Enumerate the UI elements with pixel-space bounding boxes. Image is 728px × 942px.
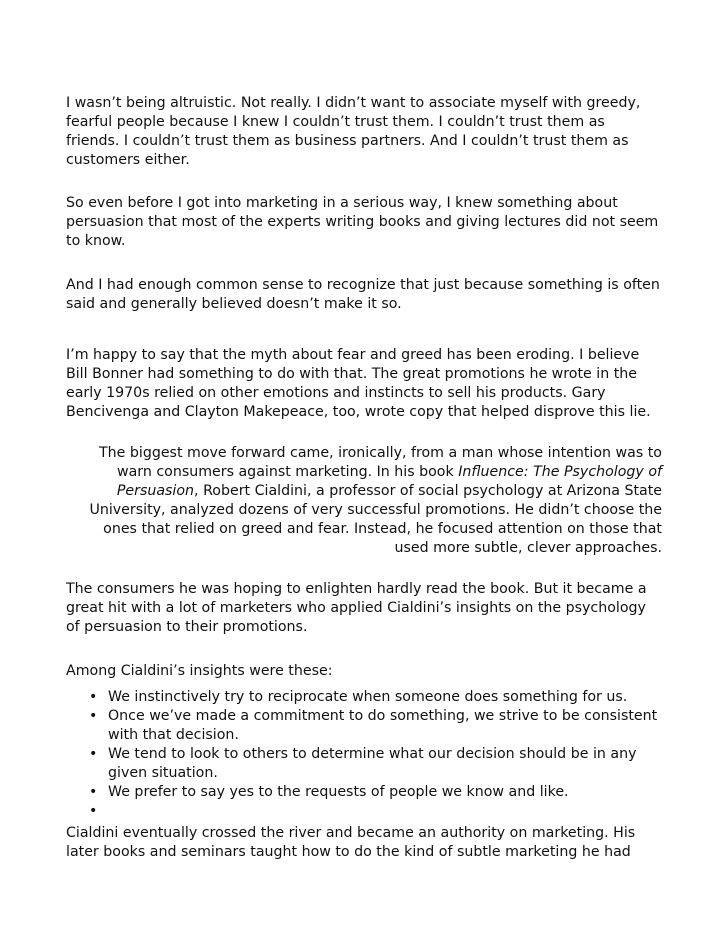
block-quote-cialdini xyxy=(66,444,662,558)
book-title: Influence: The Psychology of Persuasion xyxy=(116,464,662,499)
quote-text-before: The biggest move forward came, ironically, from a man whose intention was to warn consumers against marketing. In his book xyxy=(98,445,662,480)
paragraph-common-sense: And I had enough common sense to recognize that just because something is often said and generally believed doesn’t make it so. xyxy=(66,277,660,312)
list-item-text xyxy=(108,803,113,819)
list-item-text: We prefer to say yes to the requests of people we know and like. xyxy=(108,784,569,800)
list-item xyxy=(66,707,662,745)
paragraph-cialdini-river: Cialdini eventually crossed the river and became an authority on marketing. His later books and seminars taught how to do the kind of subtle marketing he had xyxy=(66,825,636,860)
list-item xyxy=(66,802,662,821)
list-item xyxy=(66,688,662,707)
paragraph-persuasion: So even before I got into marketing in a serious way, I knew something about persuasion that most of the experts writing books and giving lectures did not seem to know. xyxy=(66,195,659,249)
list-item-text: Once we’ve made a commitment to do something, we strive to be consistent with that decision. xyxy=(108,708,658,743)
quote-text-after: , Robert Cialdini, a professor of social psychology at Arizona State University, analyzed dozens of very successful promotions. He didn’t choose the ones that relied on greed and fear. Instead, he focused attention on those that used more subtle, clever approaches. xyxy=(89,483,662,556)
bullet-icon: • xyxy=(89,784,98,800)
bullet-icon: • xyxy=(89,803,98,819)
paragraph-consumers: The consumers he was hoping to enlighten hardly read the book. But it became a great hit with a lot of marketers who applied Cialdini’s insights on the psychology of persuasion to their promotions. xyxy=(66,581,647,635)
bullet-icon: • xyxy=(89,689,98,705)
list-item-text: We instinctively try to reciprocate when someone does something for us. xyxy=(108,689,628,705)
bullet-icon: • xyxy=(89,708,98,724)
paragraph-myth-eroding: I’m happy to say that the myth about fear and greed has been eroding. I believe Bill Bonner had something to do with that. The great promotions he wrote in the early 1970s relied on other emotions and instincts to sell his products. Gary Bencivenga and Clayton Makepeace, too, wrote copy that helped disprove this lie. xyxy=(66,347,651,420)
insights-list xyxy=(66,688,662,821)
list-item-text: We tend to look to others to determine what our decision should be in any given situation. xyxy=(108,746,637,781)
paragraph-insights-intro: Among Cialdini’s insights were these: xyxy=(66,663,333,679)
paragraph-altruism: I wasn’t being altruistic. Not really. I didn’t want to associate myself with greedy, fearful people because I knew I couldn’t trust them. I couldn’t trust them as friends. I couldn’t trust them as business partners. And I couldn’t trust them as customers either. xyxy=(66,95,641,168)
bullet-icon: • xyxy=(89,746,98,762)
list-item xyxy=(66,745,662,783)
list-item xyxy=(66,783,662,802)
